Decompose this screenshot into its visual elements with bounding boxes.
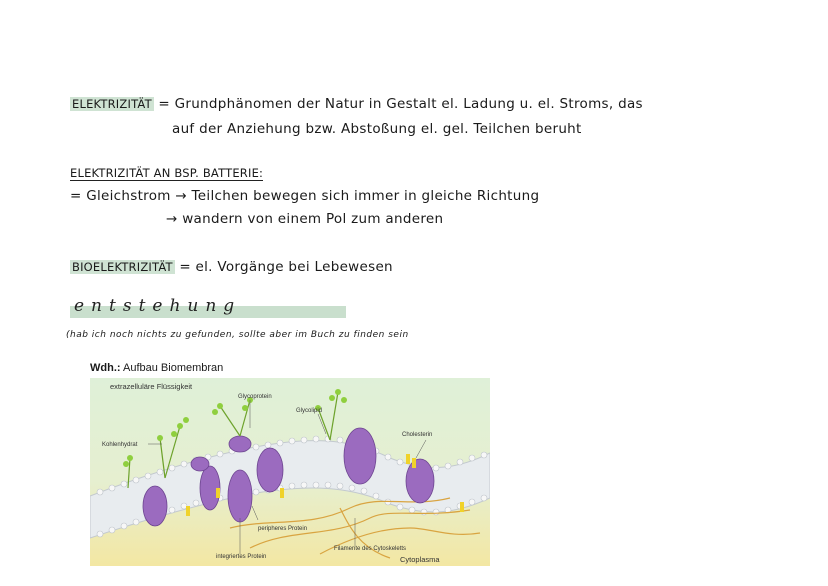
integral-protein-4 — [257, 448, 283, 492]
label-glycolipid: Glycolipid — [296, 408, 323, 414]
label-filaments: Filamente des Cytoskeletts — [334, 546, 407, 552]
section-note: (hab ich noch nichts zu gefunden, sollte aber im Buch zu finden sein — [66, 330, 409, 340]
bioelectricity-line — [70, 259, 393, 275]
membrane-diagram — [90, 378, 490, 566]
peripheral-protein — [191, 457, 209, 471]
section-heading: entstehung — [74, 296, 242, 316]
caption-prefix: Wdh.: — [90, 362, 121, 374]
battery-line-2 — [166, 211, 443, 227]
term-bioelektrizitaet: BIOELEKTRIZITÄT — [72, 260, 173, 274]
label-extracellular: extrazelluläre Flüssigkeit — [110, 382, 193, 391]
label-cytoplasm: Cytoplasma — [400, 555, 440, 564]
label-glycoprotein: Glycoprotein — [238, 394, 272, 400]
definition-line-2 — [172, 121, 582, 137]
figure-caption — [90, 362, 223, 374]
battery-heading — [70, 166, 263, 180]
battery-heading-text: ELEKTRIZITÄT AN BSP. BATTERIE: — [70, 166, 264, 180]
caption-text: Aufbau Biomembran — [120, 362, 224, 374]
battery-text-continued: → wandern von einem Pol zum anderen — [166, 211, 444, 227]
label-cholesterol: Cholesterin — [402, 432, 433, 438]
definition-line-1 — [70, 96, 643, 112]
term-elektrizitaet: ELEKTRIZITÄT — [72, 97, 152, 111]
label-carbohydrate: Kohlenhydrat — [102, 442, 138, 448]
integral-protein-5 — [344, 428, 376, 484]
battery-line-1 — [70, 188, 539, 204]
integral-protein-6 — [406, 459, 434, 503]
integral-protein-3 — [228, 470, 252, 522]
label-integral-protein: integriertes Protein — [216, 554, 267, 560]
definition-text: = Grundphänomen der Natur in Gestalt el. Ladung u. el. Stroms, das — [158, 96, 643, 112]
definition-text-continued: auf der Anziehung bzw. Abstoßung el. gel. Teilchen beruht — [172, 121, 582, 137]
label-peripheral-protein: peripheres Protein — [258, 526, 308, 532]
integral-protein-1 — [143, 486, 167, 526]
bioelectricity-text: = el. Vorgänge bei Lebewesen — [179, 259, 393, 275]
battery-text: = Gleichstrom → Teilchen bewegen sich immer in gleiche Richtung — [70, 188, 540, 204]
glycoprotein-head — [229, 436, 251, 452]
